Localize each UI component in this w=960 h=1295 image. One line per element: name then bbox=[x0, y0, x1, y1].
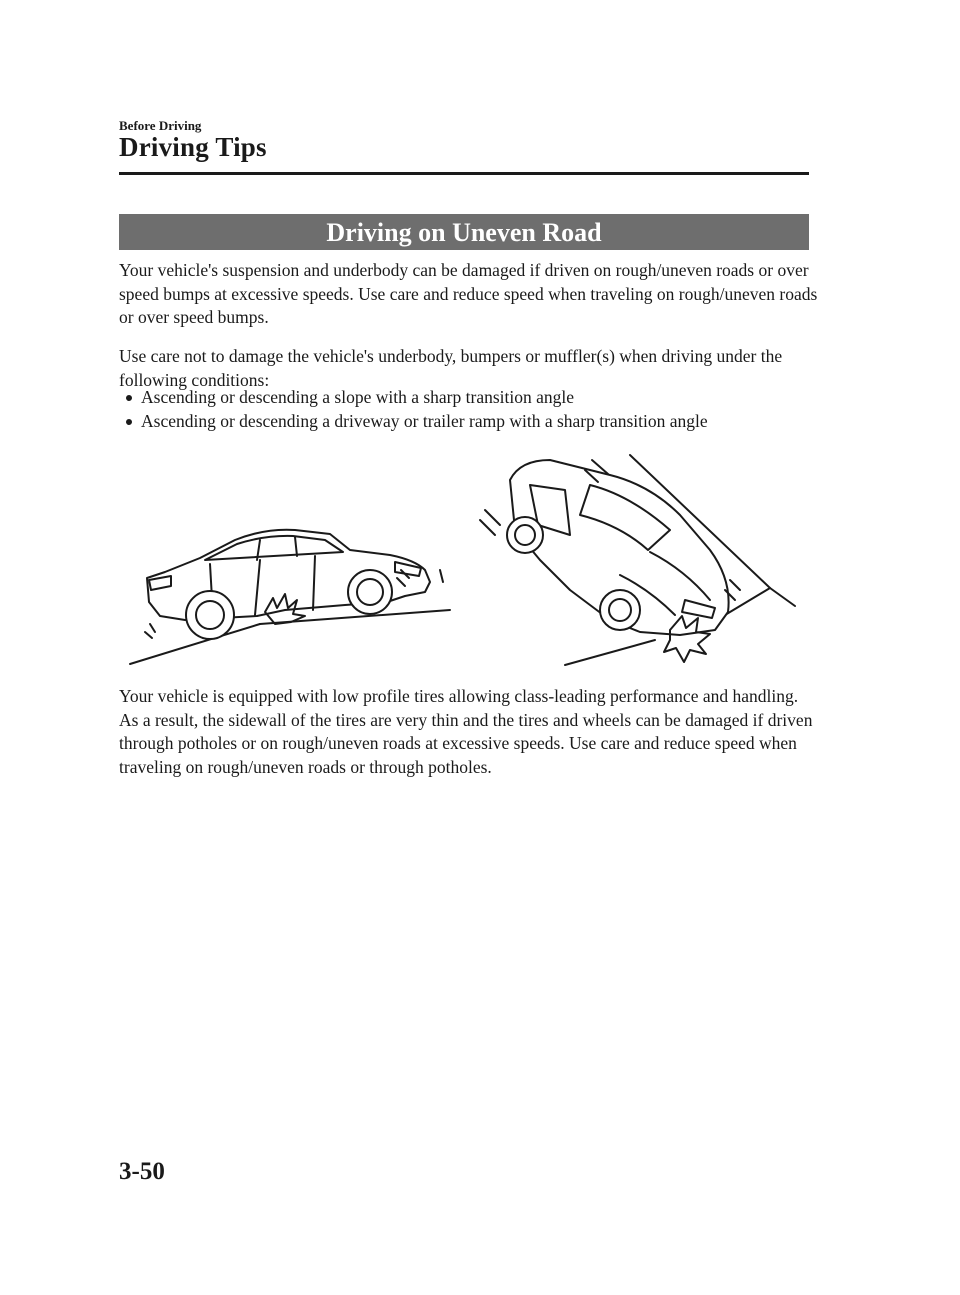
chapter-rule bbox=[119, 172, 809, 175]
page-number: 3-50 bbox=[119, 1158, 165, 1185]
list-item: Ascending or descending a slope with a sharp transition angle bbox=[124, 386, 824, 410]
paragraph-underbody: Use care not to damage the vehicle's underbody, bumpers or muffler(s) when driving under the following conditions: bbox=[119, 346, 783, 390]
paragraph-suspension: Your vehicle's suspension and underbody can be damaged if driven on rough/uneven roads or over speed bumps at excessive speeds. Use care and reduce speed when traveling on rough/uneven roads or over speed bumps. bbox=[119, 260, 818, 327]
list-item: Ascending or descending a driveway or trailer ramp with a sharp transition angle bbox=[124, 410, 824, 434]
chapter-title: Driving Tips bbox=[119, 132, 267, 162]
car-slope-scrape-illustration bbox=[125, 520, 460, 670]
car-ramp-bumper-scrape-illustration bbox=[470, 440, 800, 670]
conditions-list bbox=[124, 386, 824, 433]
section-heading: Driving on Uneven Road bbox=[119, 214, 809, 250]
section-label: Before Driving bbox=[119, 118, 202, 133]
paragraph-tires: Your vehicle is equipped with low profile tires allowing class-leading performance and handling. As a result, the sidewall of the tires are very thin and the tires and wheels can be damaged if driven through potholes or on rough/uneven roads at excessive speeds. Use care and reduce speed when traveling on rough/uneven roads or through potholes. bbox=[119, 686, 813, 777]
